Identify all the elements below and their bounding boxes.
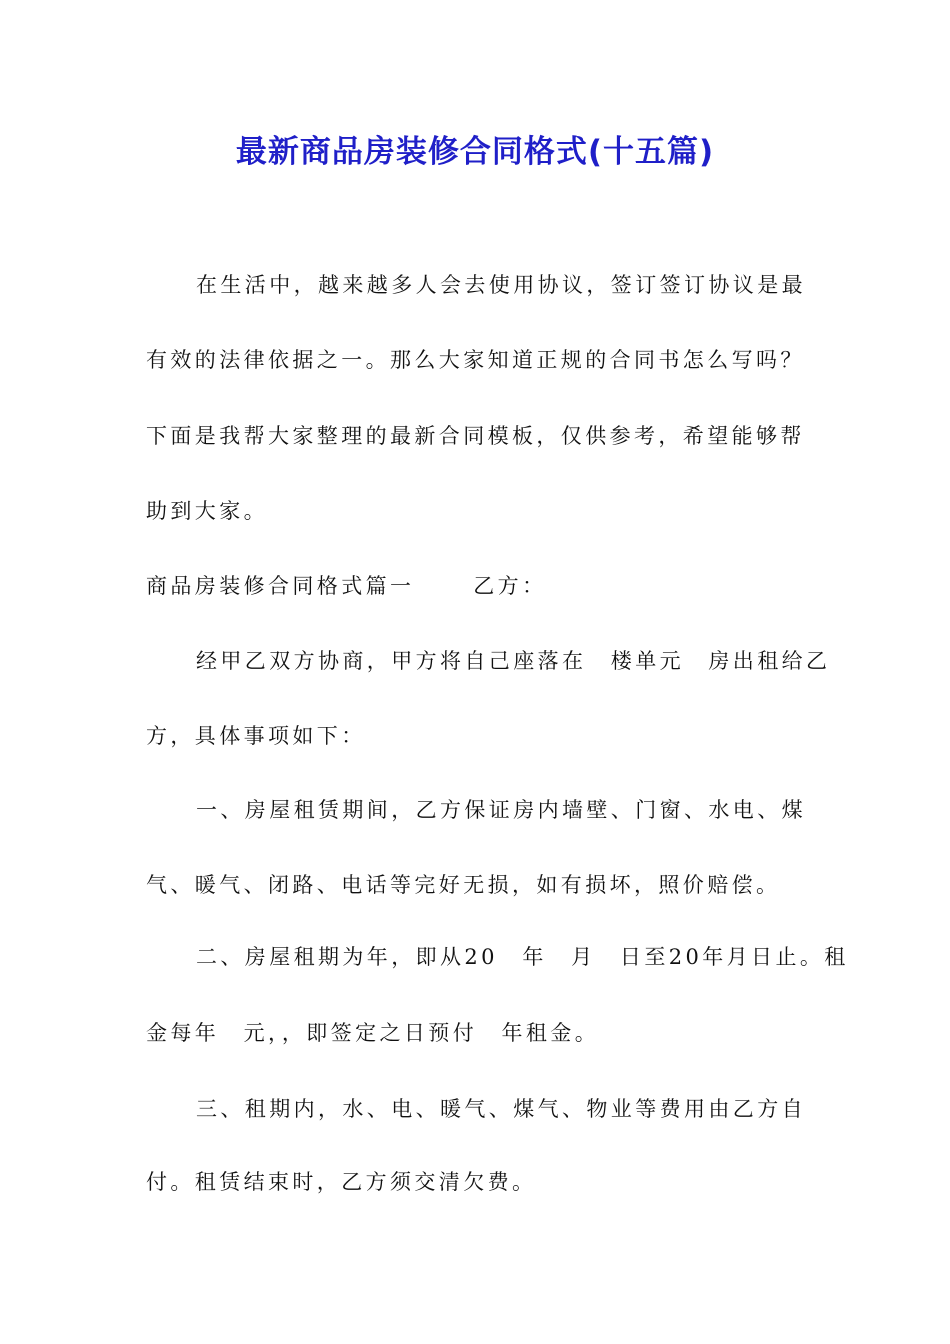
paragraph-line: 金每年 元，，即签定之日预付 年租金。 [146, 1021, 600, 1045]
paragraph-line: 经甲乙双方协商，甲方将自己座落在 楼单元 房出租给乙 [196, 649, 831, 673]
paragraph-line: 气、暖气、闭路、电话等完好无损，如有损坏，照价赔偿。 [146, 873, 781, 897]
section-heading: 商品房装修合同格式篇一 乙方： [146, 574, 547, 598]
paragraph-line: 下面是我帮大家整理的最新合同模板，仅供参考，希望能够帮 [146, 424, 805, 448]
document-title: 最新商品房装修合同格式(十五篇) [235, 134, 715, 170]
paragraph-line: 一、房屋租赁期间，乙方保证房内墙壁、门窗、水电、煤 [196, 798, 806, 822]
paragraph-line: 有效的法律依据之一。那么大家知道正规的合同书怎么写吗？ [146, 348, 805, 372]
paragraph-line: 方，具体事项如下： [146, 724, 366, 748]
paragraph-line: 二、房屋租期为年，即从20 年 月 日至20年月日止。租 [196, 945, 849, 969]
paragraph-line: 助到大家。 [146, 499, 268, 523]
paragraph-line: 在生活中，越来越多人会去使用协议，签订签订协议是最 [196, 273, 806, 297]
paragraph-line: 付。租赁结束时，乙方须交清欠费。 [146, 1170, 537, 1194]
paragraph-line: 三、租期内，水、电、暖气、煤气、物业等费用由乙方自 [196, 1097, 806, 1121]
